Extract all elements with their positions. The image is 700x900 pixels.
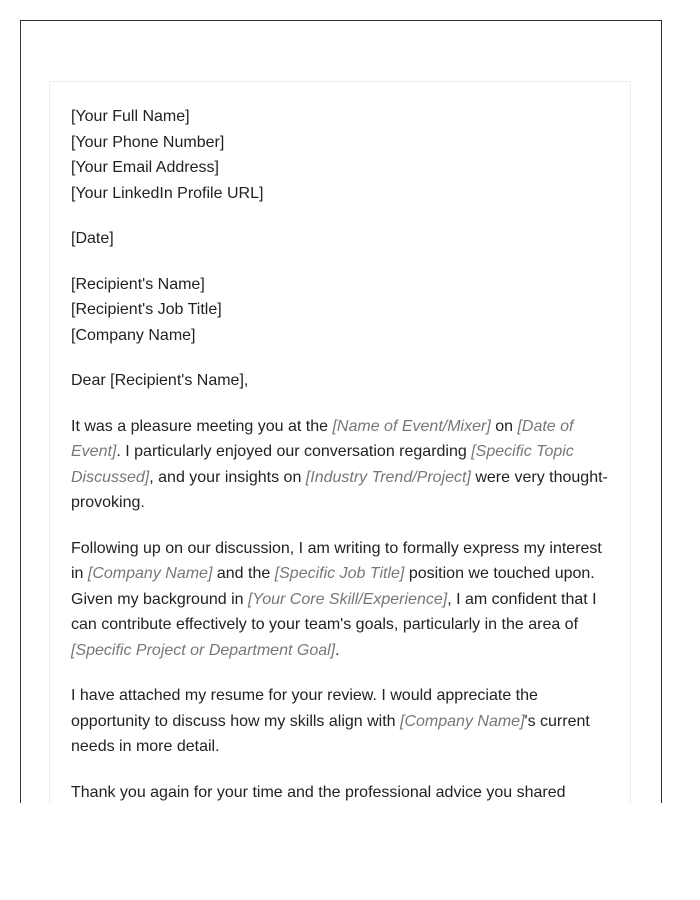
- p2-text-1: Following up on our discussion, I am writing to formally express my interest in: [71, 539, 602, 582]
- placeholder-company-name-2: [Company Name]: [400, 712, 525, 730]
- recipient-block: [71, 272, 610, 349]
- p2-text-5: .: [335, 641, 340, 659]
- recipient-company: [Company Name]: [71, 326, 196, 344]
- sender-linkedin: [Your LinkedIn Profile URL]: [71, 184, 264, 202]
- p3-text-1: I have attached my resume for your review. I would appreciate the opportunity to discuss how my skills align with: [71, 687, 538, 730]
- placeholder-company-name: [Company Name]: [87, 565, 213, 582]
- p2-text-3: position we touched upon. Given my background in: [71, 565, 595, 608]
- paragraph-2: [71, 536, 610, 664]
- placeholder-job-title: [Specific Job Title]: [274, 565, 405, 582]
- letter-date: [Date]: [71, 230, 114, 247]
- p4-text-1: Thank you again for your time and the professional advice you shared: [71, 783, 566, 801]
- document-frame: [20, 20, 662, 803]
- p1-text-2: on: [490, 417, 518, 435]
- placeholder-event-date: [Date of Event]: [71, 417, 574, 460]
- letter-page: [49, 81, 631, 803]
- sender-phone: [Your Phone Number]: [71, 133, 225, 151]
- placeholder-core-skill: [Your Core Skill/Experience]: [247, 590, 448, 608]
- p1-text-4: , and your insights on: [149, 468, 306, 486]
- sender-name: [Your Full Name]: [71, 108, 190, 125]
- recipient-name: [Recipient's Name]: [71, 275, 205, 293]
- paragraph-3: [71, 683, 610, 760]
- paragraph-1: [71, 414, 610, 516]
- p2-text-4: , I am confident that I can contribute effectively to your team's goals, particularly in the area of: [71, 590, 597, 633]
- salutation: Dear [Recipient's Name],: [71, 372, 249, 389]
- recipient-title: [Recipient's Job Title]: [71, 301, 222, 318]
- p2-text-2: and the: [212, 565, 275, 582]
- paragraph-4: [71, 780, 610, 804]
- p1-text-3: . I particularly enjoyed our conversation regarding: [116, 443, 472, 460]
- p1-text-1: It was a pleasure meeting you at the: [71, 417, 333, 435]
- sender-block: [71, 104, 610, 206]
- sender-email: [Your Email Address]: [71, 159, 219, 176]
- placeholder-event-name: [Name of Event/Mixer]: [332, 417, 491, 435]
- placeholder-industry-trend: [Industry Trend/Project]: [305, 468, 471, 486]
- p3-text-2: 's current needs in more detail.: [71, 712, 590, 755]
- date-block: [71, 226, 610, 252]
- placeholder-topic: [Specific Topic Discussed]: [71, 443, 574, 486]
- p1-text-5: were very thought-provoking.: [71, 468, 608, 511]
- placeholder-project-goal: [Specific Project or Department Goal]: [71, 641, 336, 659]
